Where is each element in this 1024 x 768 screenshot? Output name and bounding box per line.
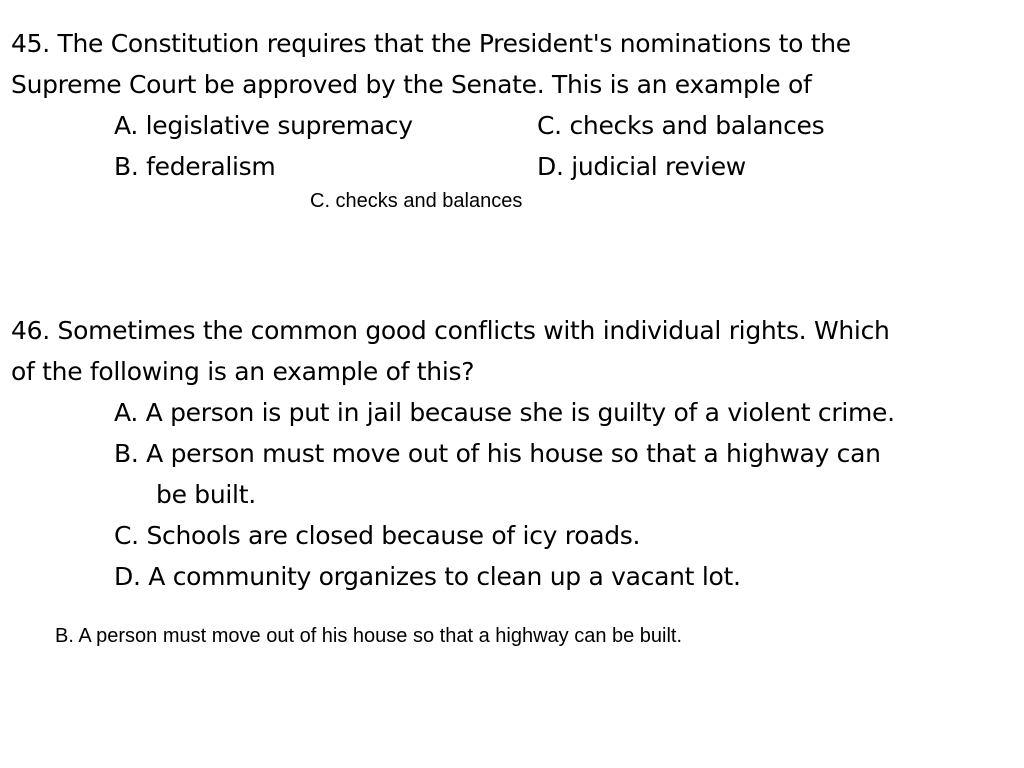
question-46-answer: B. A person must move out of his house so that a highway can be built.: [55, 625, 683, 647]
question-46-stem-line-2: of the following is an example of this?: [11, 357, 475, 386]
question-46-option-a: A. A person is put in jail because she is guilty of a violent crime.: [114, 398, 895, 427]
question-45-stem-line-1: 45. The Constitution requires that the President's nominations to the: [11, 29, 851, 58]
question-45-options: [0, 105, 1024, 187]
question-45-option-a: A. legislative supremacy: [114, 111, 413, 140]
question-45-option-c: C. checks and balances: [537, 111, 825, 140]
question-46-stem-line-1: 46. Sometimes the common good conflicts with individual rights. Which: [11, 316, 890, 345]
question-46-option-b-line-1: B. A person must move out of his house so that a highway can: [114, 439, 881, 468]
question-46-option-b-line-2: be built.: [156, 480, 256, 509]
question-46-option-d: D. A community organizes to clean up a vacant lot.: [114, 562, 741, 591]
question-45-option-b: B. federalism: [114, 152, 276, 181]
question-46: [11, 310, 1021, 392]
question-45-stem-line-2: Supreme Court be approved by the Senate. This is an example of: [11, 70, 812, 99]
question-46-options: [0, 392, 1024, 597]
question-45-option-d: D. judicial review: [537, 152, 746, 181]
question-45: [11, 23, 1011, 105]
question-46-option-c: C. Schools are closed because of icy roads.: [114, 521, 641, 550]
question-45-answer: C. checks and balances: [310, 190, 523, 212]
